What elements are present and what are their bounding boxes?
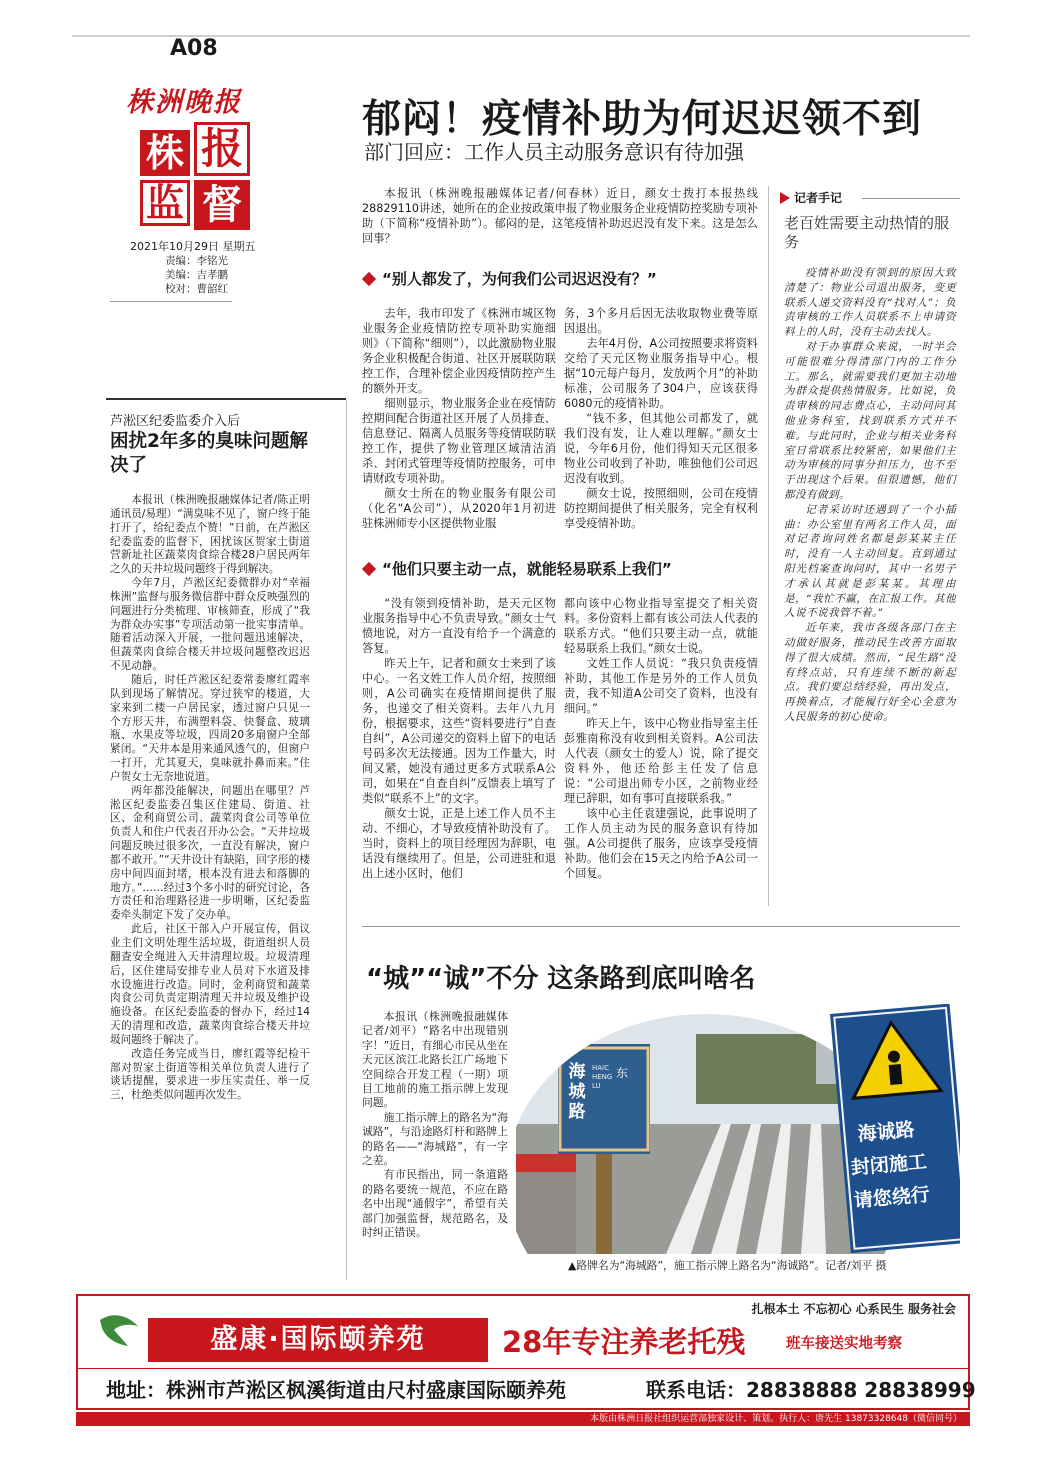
section-stamp	[140, 122, 250, 232]
paragraph: 今年7月，芦淞区纪委微群办对“幸福株洲”监督与服务微信群中群众反映强烈的问题进行分类梳理、审核筛查，形成了“我为群众办实事”专项活动第一批实事清单。随着活动深入开展，一批问题迅速解决，但蔬菜肉食综合楼天井垃圾问题整改迟迟不见动静。	[110, 577, 310, 673]
column-divider	[768, 186, 769, 906]
road-body	[362, 1010, 508, 1241]
notes-title: 老百姓需要主动热情的服务	[784, 214, 950, 251]
stamp-char: 监	[140, 180, 190, 226]
notes-tag-rule	[862, 198, 960, 199]
ad-address: 地址：株洲市芦淞区枫溪街道由尺村盛康国际颐养苑	[106, 1378, 566, 1402]
left-kicker: 芦淞区纪委监委介入后	[110, 414, 241, 429]
paragraph: 此后，社区干部入户开展宣传，倡议业主们文明处理生活垃圾，街道组织人员翻查安全绳进入天井清理垃圾。垃圾清理后，区住建局安排专业人员对下水道及排水设施进行改造。同时，金利商贸和蔬菜肉食公司负责定期清理天井垃圾及维护设施设备。在区纪委监委的督办下，经过14天的清理和改造，蔬菜肉食综合楼天井垃圾问题终于解决了。	[110, 923, 310, 1046]
notes-tag	[780, 188, 860, 208]
notes-paragraph: 近年来，我市各级各部门在主动做好服务，推动民生改善方面取得了很大成绩。然而，“民生路”没有终点站，只有连续不断的新起点。我们要总结经验，再出发点，再换着点，才能履行好全心全意为人民服务的初心使命。	[784, 622, 956, 723]
ad-slogan: 28年专注养老托残	[502, 1325, 746, 1359]
notes-tag-text: 记者手记	[794, 191, 843, 205]
paragraph: 两年都没能解决，问题出在哪里？芦淞区纪委监委召集区住建局、街道、社区、金利商贸公司、蔬菜肉食公司等单位负责人和住户代表召开办公会。“天井垃圾问题反映过很多次，一直没有解决，窗户都不敢开。”“天井设计有缺陷，回字形的楼房中间四面封堵，根本没有进去和落脚的地方。”……经过3个多小时的研究讨论，各方责任和治理路径进一步明晰，区纪委监委牵头制定下发了交办单。	[110, 784, 310, 922]
notes-paragraph: 对于办事群众来说，一时半会可能很难分得清部门内的工作分工。那么，就需要我们更加主动地为群众提供热情服务。比如说，负责审核的同志费点心，主动问问其他业务科室，找到联系方式并不难。与此同时，企业与相关业务科室日常联系比较紧密，如果他们主动为审核的同事分担压力，也不至于出现这个后果。但很遗憾，他们都没有做到。	[784, 340, 956, 501]
road-sign-dir: 东	[616, 1066, 629, 1080]
section1-col2	[564, 306, 758, 531]
road-sign-post	[596, 1144, 612, 1254]
board-line: 封闭施工	[850, 1150, 928, 1180]
newspaper-logo: 株洲晚报	[126, 87, 242, 118]
editor-line: 责编：李铭光	[165, 255, 228, 267]
section2-title-text: “他们只要主动一点，就能轻易联系上我们”	[382, 560, 672, 578]
paragraph: 昨天上午，该中心物业指导室主任彭雅南称没有收到相关资料。A公司法人代表（颜女士的爱人）说，除了提交资料外，他还给彭主任发了信息说：“公司退出师专小区，之前物业经理已辞职，如有事可直接联系我。”	[564, 717, 758, 805]
road-sign-name: 海城路	[568, 1062, 586, 1122]
section1-title-text: “别人都发了，为何我们公司迟迟没有？”	[382, 270, 657, 288]
road-headline: “城”“诚”不分 这条路到底叫啥名	[366, 964, 756, 994]
section2-col2	[564, 596, 758, 881]
paragraph: 有市民指出，同一条道路的路名要统一规范，不应在路名中出现“通假字”，希望有关部门加强监督，规范路名，及时纠正错误。	[362, 1168, 508, 1240]
paragraph: “没有领到疫情补助，是天元区物业服务指导中心不负责导致。”颜女士气愤地说，对方一直没有给予一个满意的答复。	[362, 597, 556, 655]
date-line: 2021年10月29日 星期五	[130, 240, 256, 253]
paragraph: 务，3个多月后因无法收取物业费等原因退出。	[564, 307, 758, 335]
paragraph: 本报讯（株洲晚报融媒体记者/刘平）“路名中出现错别字！”近日，有细心市民从坐在天元区滨江北路长江广场地下空间综合开发工程（一期）项目工地前的施工指示牌上发现问题。	[362, 1010, 508, 1110]
lead-paragraph: 本报讯（株洲晚报融媒体记者/何春林）近日，颜女士拨打本报热线28829110讲述，她所在的企业按政策申报了物业服务企业疫情防控奖励专项补助（下简称“疫情补助”）。郁闷的是，这笔疫情补助迟迟没有发下来。这是怎么回事？	[362, 187, 758, 245]
paragraph: 都向该中心物业指导室提交了相关资料。多份资料上都有该公司法人代表的联系方式。“他们只要主动一点，就能轻易联系上我们。”颜女士说。	[564, 597, 758, 655]
section1-title	[364, 268, 760, 289]
paragraph: 改造任务完成当日，廖红霞等纪检干部对贺家土街道等相关单位负责人进行了谈话提醒，要求进一步压实责任、举一反三，杜绝类似问题再次发生。	[110, 1047, 310, 1102]
ad-phone: 联系电话：28838888 28838999	[646, 1378, 976, 1402]
road-photo	[516, 1004, 960, 1254]
ad-footer: 本版由株洲日报社组织运营部独家设计、策划。执行人：唐先生 13873328648（微信同号）	[76, 1412, 970, 1426]
paragraph: 文姓工作人员说：“我只负责疫情补助，其他工作是另外的工作人员负责，我不知道A公司交了资料，也没有细问。”	[564, 657, 758, 715]
paragraph: 颜女士说，正是上述工作人员不主动、不细心，才导致疫情补助没有了。当时，资料上的项目经理因为辞职，电话没有继续用了。但是，公司进驻和退出上述小区时，他们	[362, 807, 556, 880]
left-top-rule	[106, 398, 346, 400]
ad-banner	[76, 1294, 976, 1410]
left-headline: 困扰2年多的臭味问题解决了	[110, 431, 308, 476]
section-marker-icon	[362, 562, 376, 576]
main-headline: 郁闷！疫情补助为何迟迟领不到	[362, 97, 923, 142]
road-sign-sub: HAICHENG LU	[592, 1064, 613, 1090]
paragraph: 昨天上午，记者和颜女士来到了该中心。一名文姓工作人员介绍，按照细则，A公司确实在疫情期间提供了服务，也递交了相关资料。去年八九月份，根据要求，这些“资料要进行”自查自纠”，A公司递交的资料上留下的电话号码多次无法接通。因为工作量大，时间又紧，她没有通过更多方式联系A公司，如果在“自查自纠”反馈表上填写了类似“联系不上”的文字。	[362, 657, 556, 805]
leaf-logo-icon	[98, 1310, 146, 1350]
board-line: 海诚路	[856, 1118, 916, 1146]
notes-body	[784, 266, 956, 725]
masthead-rule	[110, 301, 232, 302]
photo-caption: ▲路牌名为“海城路”，施工指示牌上路名为“海诚路”。记者/刘平 摄	[568, 1259, 887, 1272]
notes-paragraph: 疫情补助没有领到的原因大致清楚了：物业公司退出服务，变更联系人递交资料没有“找对人”；负责审核的工作人员联系不上申请资料上的人时，没有主动去找人。	[784, 267, 956, 339]
paragraph: 颜女士所在的物业服务有限公司（化名“A公司”），从2020年1月初进驻株洲师专小区提供物业服	[362, 487, 556, 530]
ad-rule	[78, 1368, 968, 1369]
stamp-char: 督	[194, 180, 250, 230]
story-divider	[362, 926, 960, 927]
paragraph: 去年4月份，A公司按照要求将资料交给了天元区物业服务指导中心。根据“10元每户每月，发放两个月”的补助标准，公司服务了304户，应该获得6080元的疫情补助。	[564, 337, 758, 410]
board-line: 请您绕行	[853, 1183, 931, 1213]
section-marker-icon	[362, 272, 376, 286]
paragraph: 细则显示，物业服务企业在疫情防控期间配合街道社区开展了人员排查、信息登记、隔离人员服务等疫情联防联控工作，提供了物业管理区域清洁消杀、封闭式管理等疫情防控服务，可申请财政专项补助。	[362, 397, 556, 485]
paragraph: 去年，我市印发了《株洲市城区物业服务企业疫情防控专项补助实施细则》（下简称“细则”），以此激励物业服务企业积极配合街道、社区开展联防联控工作，合理补偿企业因疫情防控产生的额外开支。	[362, 307, 556, 395]
notes-paragraph: 记者采访时还遇到了一个小插曲：办公室里有两名工作人员，面对记者询问姓名都是彭某某主任时，没有一人主动回复。直到通过阳光档案查询问时，其中一名男子才承认其就是彭某某。其理由是，“我忙不赢，在汇报工作。其他人说不说我管不着。”	[784, 503, 956, 620]
left-column-divider	[346, 400, 347, 1280]
section1-col1	[362, 306, 556, 531]
worker-body	[889, 1064, 903, 1085]
paragraph: 该中心主任袁建强说，此事说明了工作人员主动为民的服务意识有待加强。A公司提供了服务，应该享受疫情补助。他们会在15天之内给予A公司一个回复。	[564, 807, 758, 880]
board-text	[826, 1111, 952, 1220]
page-number: A08	[170, 36, 218, 61]
leaf-logo-path	[100, 1315, 138, 1346]
road-sign-text	[564, 1062, 590, 1122]
main-lead	[362, 186, 758, 246]
stamp-char: 报	[194, 122, 250, 176]
main-subheadline: 部门回应：工作人员主动服务意识有待加强	[364, 140, 744, 164]
section2-title	[364, 558, 760, 579]
paragraph: 本报讯（株洲晚报融媒体记者/陈正明 通讯员/易理）“满臭味不见了，窗户终于能打开了，给纪委点个赞！”日前，在芦淞区纪委监委的监督下，困扰该区贺家土街道营新址社区蔬菜肉食综合楼28户居民两年之久的天井垃圾问题终于得到解决。	[110, 494, 310, 576]
paragraph: 随后，时任芦淞区纪委常委廖红霞率队到现场了解情况。穿过狭窄的楼道，大家来到二楼一户居民家，透过窗户只见一个方形天井，布满塑料袋、快餐盒、玻璃瓶、水果皮等垃圾，四周20多扇窗户全部紧闭。“天井本是用来通风透气的，但窗户一打开，尤其夏天，臭味就扑鼻而来。”住户贺女士无奈地说道。	[110, 673, 310, 783]
proofreader-line: 校对：曹韶红	[165, 283, 228, 295]
paragraph: 施工指示牌上的路名为“海诚路”，与沿途路灯杆和路牌上的路名——“海城路”，有一字之差。	[362, 1110, 508, 1168]
designer-line: 美编：吉孝鹏	[165, 269, 228, 281]
paragraph: 颜女士说，按照细则，公司在疫情防控期间提供了相关服务，完全有权利享受疫情补助。	[564, 487, 758, 530]
pen-icon	[780, 192, 790, 204]
ad-brand: 盛康·国际颐养苑	[148, 1318, 488, 1362]
left-body	[110, 494, 310, 1103]
paragraph: “钱不多，但其他公司都发了，就我们没有发，让人难以理解。”颜女士说，今年6月份，他们得知天元区很多物业公司收到了补助，唯独他们公司迟迟没有收到。	[564, 412, 758, 485]
building-left-roof	[516, 1154, 576, 1172]
stamp-char: 株	[140, 130, 190, 176]
section2-col1	[362, 596, 556, 881]
ad-service: 班车接送实地考察	[786, 1336, 902, 1352]
ad-tags: 扎根本土 不忘初心 心系民生 服务社会	[751, 1302, 956, 1316]
